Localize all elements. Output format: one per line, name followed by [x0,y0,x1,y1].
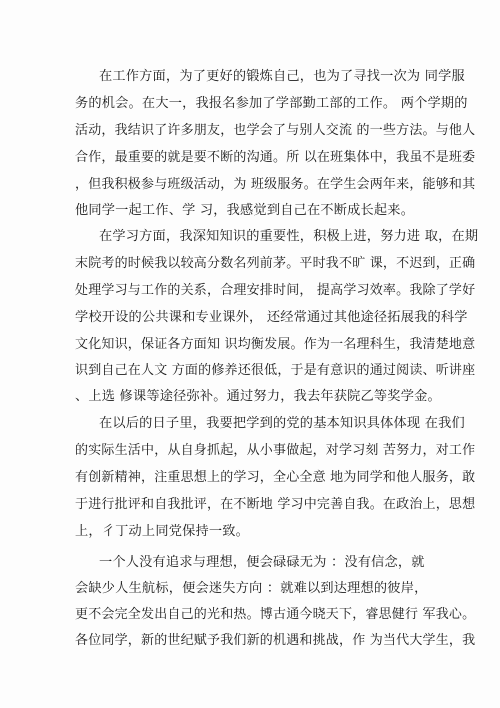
text-line: 于进行批评和自我批评，在不断地 学习中完善自我。在政治上，思想 [75,497,476,512]
text-line: 务的机会。在大一，我报名参加了学部勤工部的工作。 两个学期的 [75,96,468,111]
text-line: 在以后的日子里，我要把学到的党的基本知识具体体现 在我们 [99,416,465,431]
text-line: 上，彳丁动上同党保持一致。 [75,524,250,539]
text-line: 合作，最重要的就是要不断的沟通。所 以在班集体中，我虽不是班委 [75,150,476,165]
text-line: 会缺少人生航标，便会迷失方向 ：就难以到达理想的彼岸， [75,581,428,596]
text-line: 末院考的时候我以较高分数名列前茅。平时我不旷 课，不迟到，正确 [75,256,476,271]
text-line: ，但我积极参与班级活动，为 班级服务。在学生会两年来，能够和其 [75,177,476,192]
text-line: 的实际生活中，从自身抓起，从小事做起，对学习刻 苦努力，对工作 [75,443,476,458]
text-line: 活动，我结识了许多朋友，也学会了与别人交流 的一些方法。与他人 [75,123,476,138]
text-line: 在工作方面，为了更好的锻炼自己，也为了寻找一次为 同学服 [99,69,465,84]
text-line: 识到自己在人文 方面的修养还很低，于是有意识的通过阅读、听讲座 [75,363,476,378]
text-line: 更不会完全发出自己的光和热。博古通今晓天下，睿思健行 军我心。 [75,607,476,622]
text-line: 他同学一起工作、学 习，我感觉到自己在不断成长起来。 [75,203,415,218]
text-line: 有创新精神，注重思想上的学习，全心全意 地为同学和他人服务，敢 [75,470,476,485]
text-line: 、上选 修课等途径弥补。通过努力，我去年获院乙等奖学金。 [75,389,441,404]
text-line: 处理学习与工作的关系，合理安排时间， 提高学习效率。我除了学好 [75,283,476,298]
text-line: 一个人没有追求与理想，便会碌碌无为 ：没有信念，就 [99,555,425,570]
text-line: 在学习方面，我深知知识的重要性，积极上进，努力进 取，在期 [99,229,479,244]
text-line: 文化知识，保证各方面知 识均衡发展。作为一名理科生，我清楚地意 [75,337,476,352]
text-line: 各位同学，新的世纪赋予我们新的机遇和挑战，作 为当代大学生，我 [75,633,476,648]
text-line: 学校开设的公共课和专业课外， 还经常通过其他途径拓展我的科学 [75,310,468,325]
